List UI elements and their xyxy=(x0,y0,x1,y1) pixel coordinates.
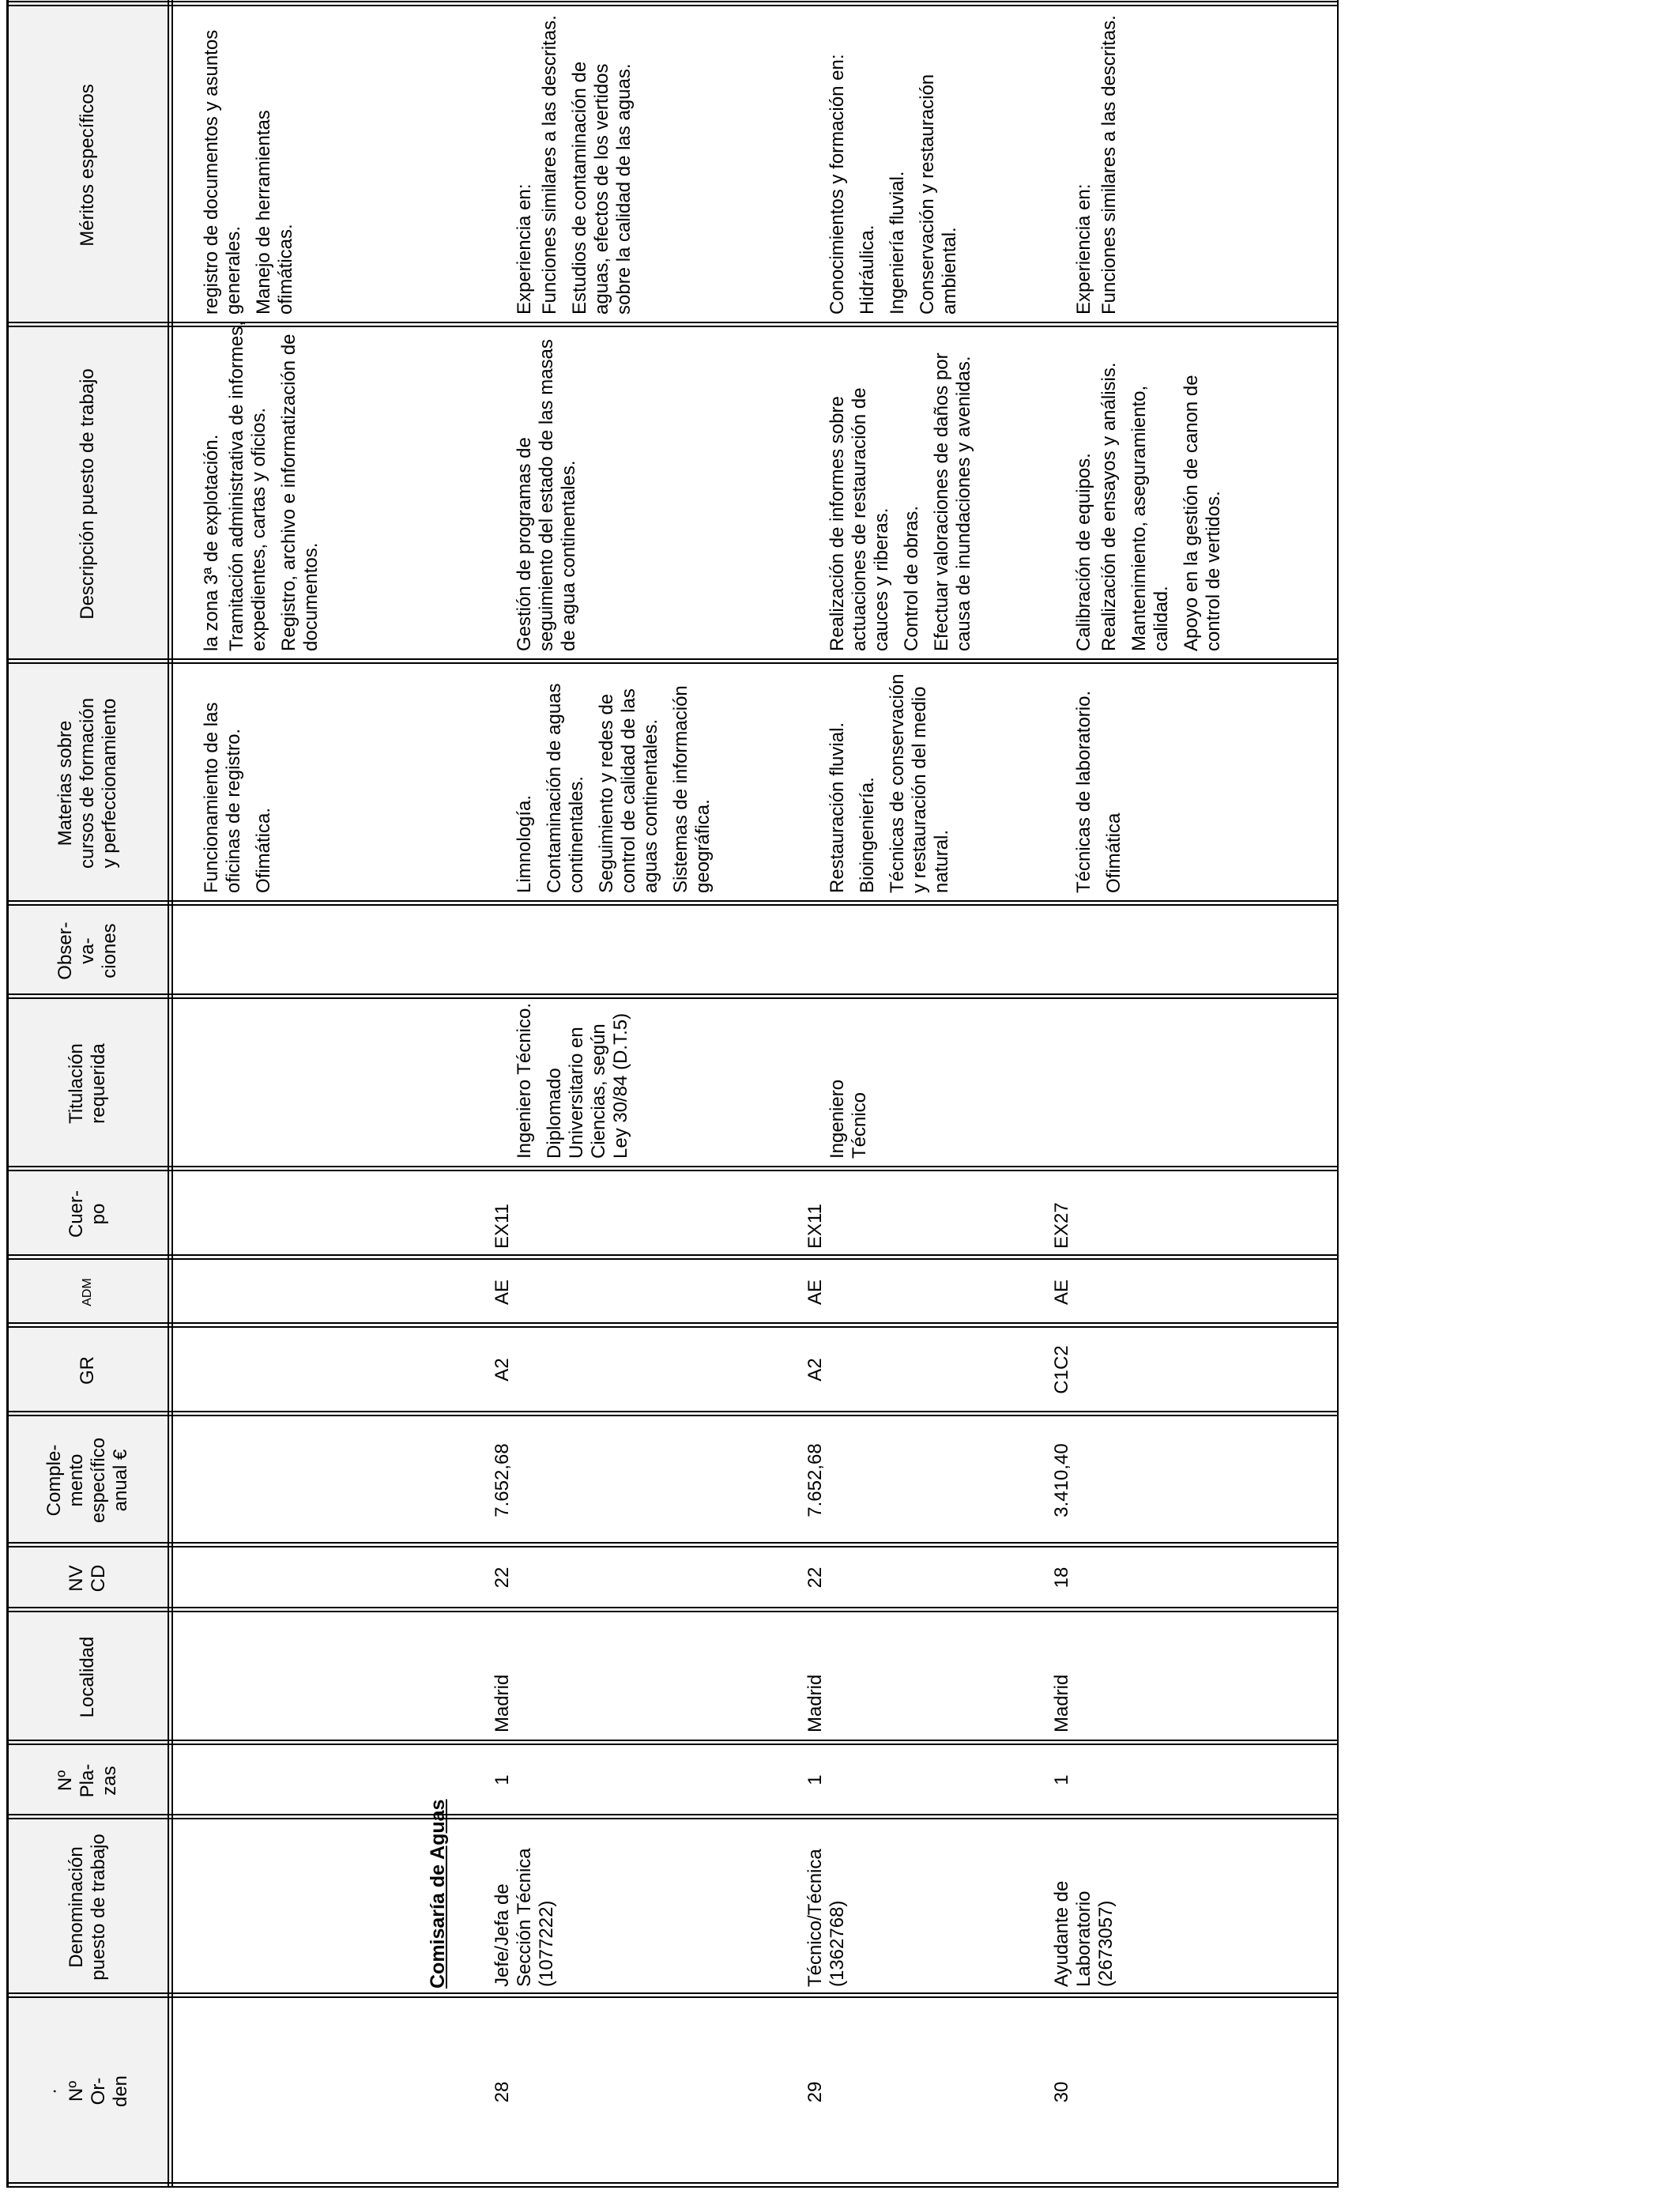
row-localidad: Madrid xyxy=(492,1674,513,1732)
section-title: Comisaría de Aguas xyxy=(427,1799,449,1989)
row-nivel: 22 xyxy=(492,1566,513,1589)
row-plazas: 1 xyxy=(492,1774,513,1785)
header-plazas: Nº Pla- zas xyxy=(55,1763,120,1798)
row-localidad: Madrid xyxy=(1051,1674,1072,1732)
continuation-meritos: registro de documentos y asuntos generales. Manejo de herramientas ofimáticas. xyxy=(201,29,296,315)
continuation-materias: Funcionamiento de las oficinas de registro. Ofimática. xyxy=(201,702,274,893)
row-descripcion: Realización de informes sobre actuaciones de restauración de cauces y riberas. Control de obras. Efectuar valoraciones de daños por causa de inundaciones y avenidas. xyxy=(827,352,974,651)
row-orden: 29 xyxy=(804,2081,826,2103)
col-sep-7 xyxy=(6,1322,1339,1328)
row-plazas: 1 xyxy=(1051,1774,1072,1785)
row-materias: Limnología. Contaminación de aguas continentales. Seguimiento y redes de control de calidad de las aguas continentales. Sistemas de información geográfica. xyxy=(514,683,714,893)
col-sep-5 xyxy=(6,1542,1339,1547)
col-sep-14 xyxy=(6,1,1339,6)
header-materias: Materias sobre cursos de formación y perfeccionamiento xyxy=(55,697,120,869)
row-orden: 28 xyxy=(492,2081,513,2103)
col-sep-2 xyxy=(6,1814,1339,1819)
row-adm: AE xyxy=(1051,1280,1072,1306)
row-grupo: A2 xyxy=(492,1358,513,1382)
row-plazas: 1 xyxy=(804,1774,826,1785)
row-denominacion: Técnico/Técnica (1362768) xyxy=(804,1849,848,1987)
row-grupo: C1C2 xyxy=(1051,1345,1072,1394)
row-descripcion: Gestión de programas de seguimiento del estado de las masas de agua continentales. xyxy=(514,339,579,651)
row-localidad: Madrid xyxy=(804,1674,826,1732)
row-materias: Técnicas de laboratorio. Ofimática xyxy=(1073,690,1124,893)
row-descripcion: Calibración de equipos. Realización de ensayos y análisis. Mantenimiento, aseguramiento, calidad. Apoyo en la gestión de canon de control de vertidos. xyxy=(1073,362,1224,651)
row-meritos: Conocimientos y formación en: Hidráulica. Ingeniería fluvial. Conservación y restauración ambiental. xyxy=(827,54,960,315)
row-meritos: Experiencia en: Funciones similares a las descritas. xyxy=(1073,15,1120,315)
header-titulacion: Titulación requerida xyxy=(66,1043,109,1124)
header-descripcion: Descripción puesto de trabajo xyxy=(77,368,98,620)
col-sep-1 xyxy=(6,1992,1339,1998)
table-top-border xyxy=(6,0,9,2188)
col-sep-6 xyxy=(6,1411,1339,1416)
continuation-descripcion: la zona 3ª de explotación. Tramitación administrativa de informes, expedientes, cartas y oficios. Registro, archivo e informatización de documentos. xyxy=(201,321,322,651)
row-titulacion: Ingeniero Técnico xyxy=(827,1079,870,1159)
col-sep-4 xyxy=(6,1607,1339,1612)
row-complemento: 7.652,68 xyxy=(492,1443,513,1517)
table-right-border xyxy=(1337,0,1339,2188)
row-adm: AE xyxy=(804,1280,826,1306)
header-cuerpo: Cuer- po xyxy=(66,1190,109,1238)
header-meritos: Méritos específicos xyxy=(77,84,98,247)
header-orden: · Nº Or- den xyxy=(43,2075,131,2108)
row-nivel: 22 xyxy=(804,1566,826,1589)
header-complemento: Comple- mento específico anual € xyxy=(43,1437,131,1524)
col-sep-10 xyxy=(6,993,1339,999)
row-materias: Restauración fluvial. Bioingeniería. Técnicas de conservación y restauración del medio natural. xyxy=(827,673,952,893)
row-adm: AE xyxy=(492,1280,513,1306)
col-sep-9 xyxy=(6,1166,1339,1171)
col-sep-8 xyxy=(6,1254,1339,1260)
row-titulacion: Ingeniero Técnico. Diplomado Universitario en Ciencias, según Ley 30/84 (D.T.5) xyxy=(514,1002,631,1159)
header-nivel: NV CD xyxy=(66,1564,109,1593)
row-nivel: 18 xyxy=(1051,1566,1072,1589)
row-grupo: A2 xyxy=(804,1358,826,1382)
row-complemento: 7.652,68 xyxy=(804,1443,826,1517)
row-orden: 30 xyxy=(1051,2081,1072,2103)
row-cuerpo: EX11 xyxy=(804,1204,826,1249)
col-sep-0 xyxy=(6,2182,1339,2188)
row-complemento: 3.410,40 xyxy=(1051,1443,1072,1517)
col-sep-3 xyxy=(6,1740,1339,1745)
header-localidad: Localidad xyxy=(77,1636,98,1718)
row-denominacion: Ayudante de Laboratorio (2673057) xyxy=(1051,1880,1117,1987)
header-observaciones: Obser- va- ciones xyxy=(55,922,120,980)
col-sep-12 xyxy=(6,658,1339,664)
header-bottom-border xyxy=(168,0,173,2188)
row-cuerpo: EX11 xyxy=(492,1204,513,1249)
col-sep-11 xyxy=(6,900,1339,906)
row-denominacion: Jefe/Jefa de Sección Técnica (1077222) xyxy=(492,1848,557,1987)
header-grupo: GR xyxy=(77,1356,98,1385)
row-cuerpo: EX27 xyxy=(1051,1202,1072,1249)
header-adm: ADM xyxy=(81,1278,94,1306)
row-meritos: Experiencia en: Funciones similares a las descritas. Estudios de contaminación de aguas, efectos de los vertidos sobre la calidad de las aguas. xyxy=(514,15,635,315)
header-denominacion: Denominación puesto de trabajo xyxy=(66,1834,109,1981)
